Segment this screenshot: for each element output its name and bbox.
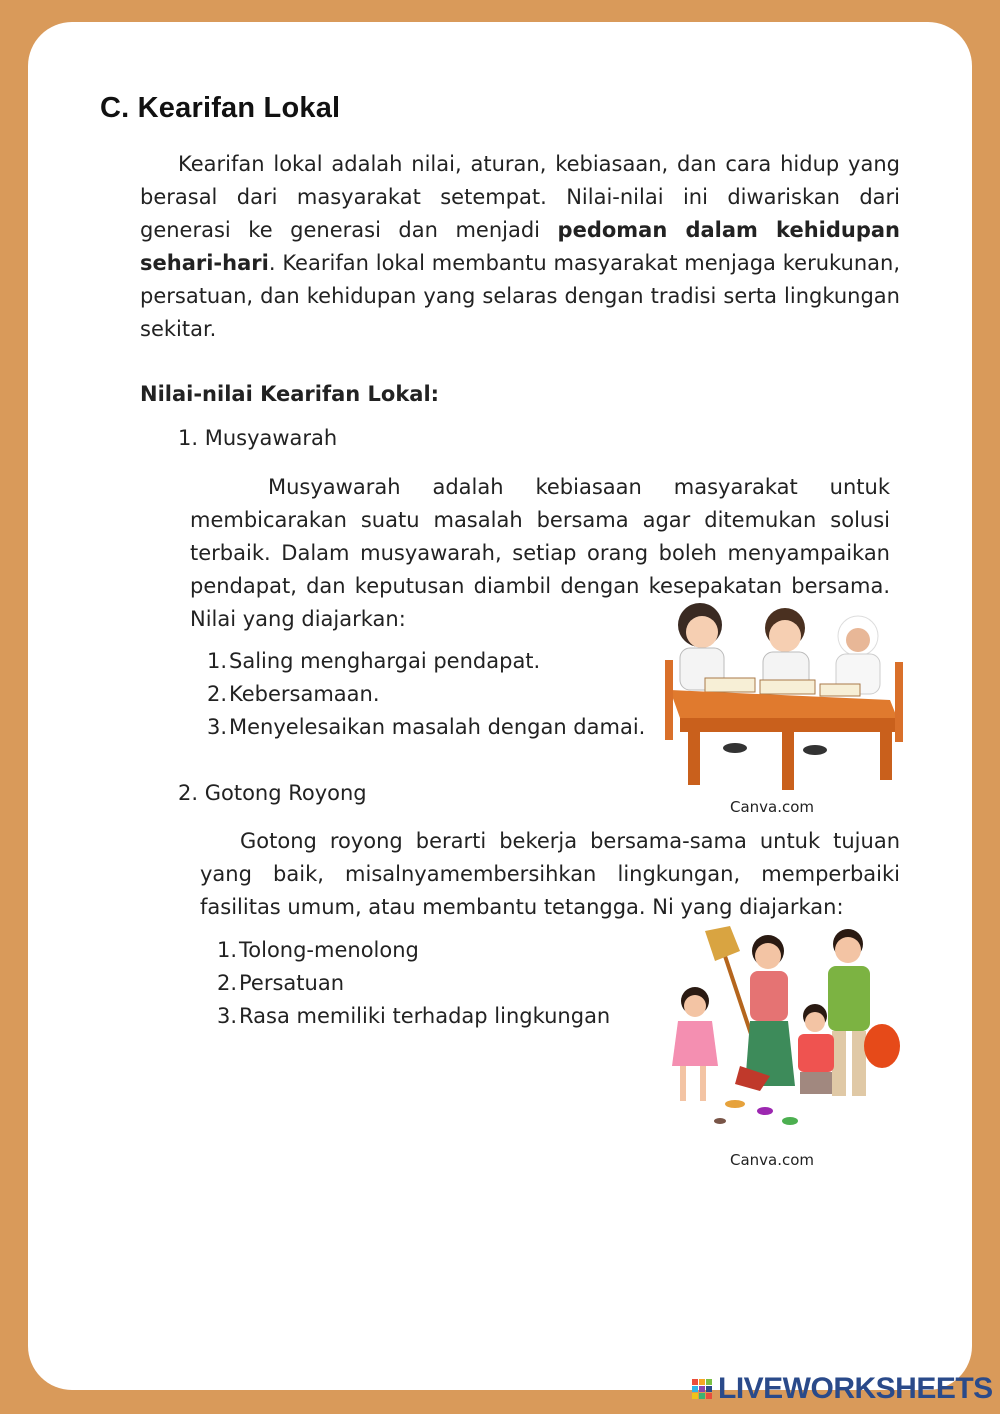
list-text: Saling menghargai pendapat.: [229, 649, 541, 673]
list-item: [207, 678, 645, 711]
intro-text-1: Kearifan lokal adalah nilai, aturan, kebiasaan, dan cara hidup yang berasal dari masyarakat setempat. Nilai-nilai ini diwariskan dari generasi ke generasi dan menjadi: [140, 152, 900, 242]
logo-square: [692, 1386, 698, 1392]
children-discussion-illustration: [660, 590, 908, 795]
list-item: [217, 934, 610, 967]
list-text: Menyelesaikan masalah dengan damai.: [229, 715, 646, 739]
gotong-royong-paragraph: Gotong royong berarti bekerja bersama-sama untuk tujuan yang baik, misalnyamembersihkan lingkungan, memperbaiki fasilitas umum, atau membantu tetangga. Ni yang diajarkan:: [200, 829, 900, 919]
musyawarah-values-list: [207, 645, 645, 744]
intro-paragraph: [140, 148, 900, 346]
liveworksheets-logo[interactable]: [692, 1372, 993, 1406]
list-number: 3.: [207, 715, 228, 739]
list-number: 2.: [207, 682, 228, 706]
intro-text-2: . Kearifan lokal membantu masyarakat menjaga kerukunan, persatuan, dan kehidupan yang selaras dengan tradisi serta lingkungan sekitar.: [140, 251, 900, 341]
list-text: Tolong-menolong: [239, 938, 419, 962]
list-number: 3.: [217, 1004, 238, 1028]
list-text: Kebersamaan.: [229, 682, 380, 706]
list-number: 2.: [217, 971, 238, 995]
logo-square: [699, 1379, 705, 1385]
list-text: Persatuan: [239, 971, 344, 995]
list-item: [217, 1000, 610, 1033]
item-heading-gotong-royong: 2. Gotong Royong: [178, 781, 367, 805]
values-heading: Nilai-nilai Kearifan Lokal:: [140, 382, 440, 406]
intro-bold-text: pedoman dalam kehidupan sehari-hari: [140, 218, 900, 275]
list-item: [207, 711, 645, 744]
gotong-royong-values-list: [217, 934, 610, 1033]
family-cleaning-illustration: [650, 926, 905, 1141]
list-item: [217, 967, 610, 1000]
logo-square: [692, 1393, 698, 1399]
section-title: C. Kearifan Lokal: [100, 92, 341, 124]
list-number: 1.: [207, 649, 228, 673]
logo-square: [692, 1379, 698, 1385]
list-text: Rasa memiliki terhadap lingkungan: [239, 1004, 611, 1028]
logo-text: LIVEWORKSHEETS: [718, 1372, 993, 1405]
image-credit: Canva.com: [730, 1151, 815, 1169]
list-number: 1.: [217, 938, 238, 962]
musyawarah-paragraph: Musyawarah adalah kebiasaan masyarakat untuk membicarakan suatu masalah bersama agar ditemukan solusi terbaik. Dalam musyawarah, setiap orang boleh menyampaikan pendapat, dan keputusan diambil dengan kesepakatan bersama. Nilai yang diajarkan:: [190, 475, 890, 631]
item-heading-musyawarah: 1. Musyawarah: [178, 426, 338, 450]
logo-square: [699, 1393, 705, 1399]
logo-square: [706, 1386, 712, 1392]
logo-square: [706, 1393, 712, 1399]
logo-square: [706, 1379, 712, 1385]
logo-mark-icon: [692, 1379, 712, 1399]
logo-square: [699, 1386, 705, 1392]
image-credit: Canva.com: [730, 798, 815, 816]
list-item: [207, 645, 645, 678]
